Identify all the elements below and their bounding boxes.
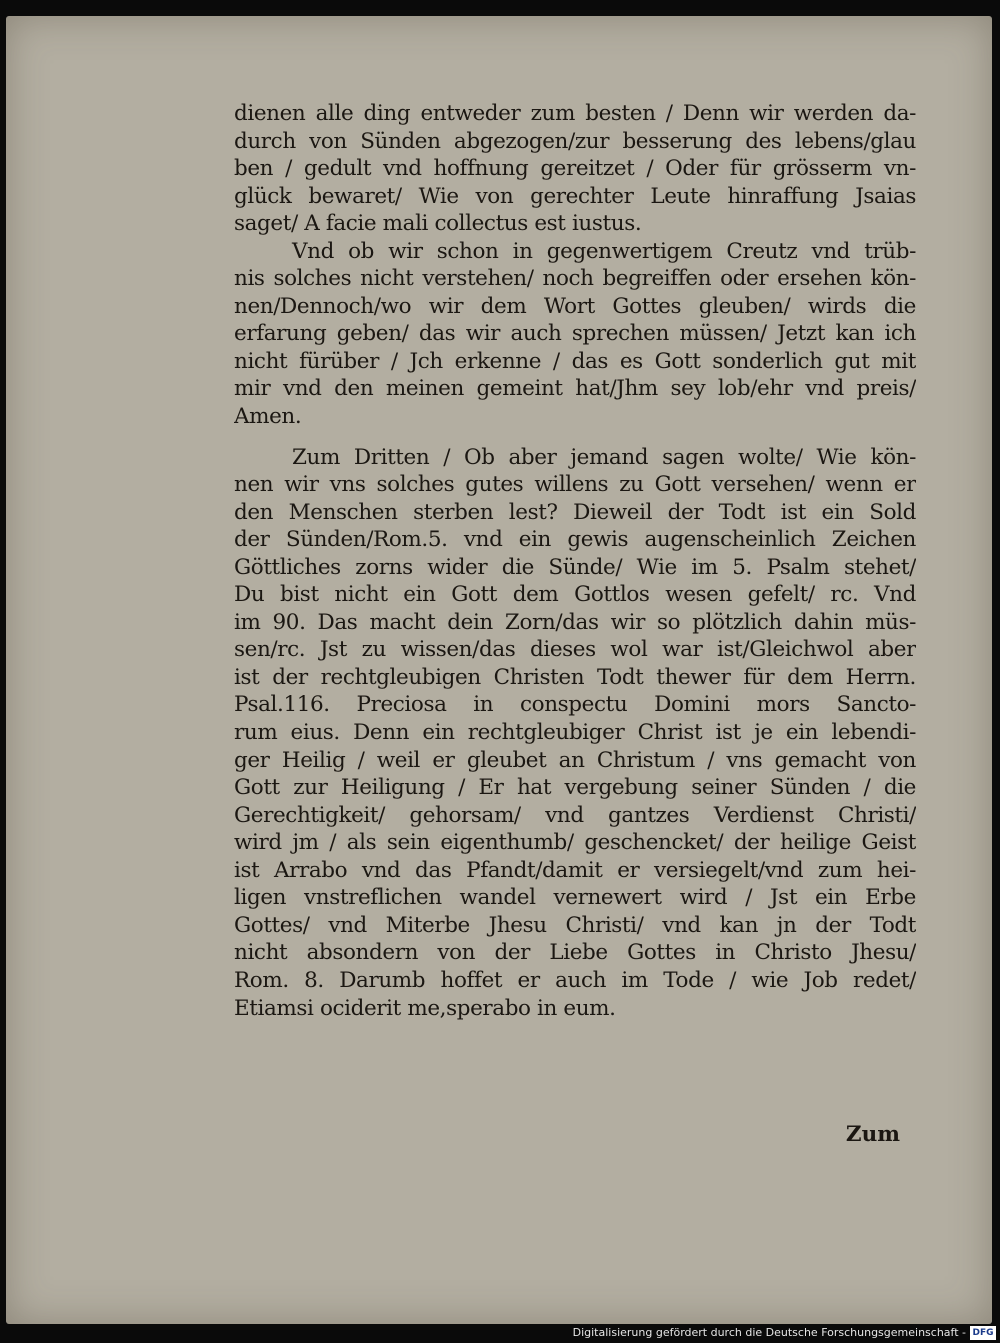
text-line: Göttliches zorns wider die Sünde/ Wie im 5. Psalm stehet/: [234, 554, 916, 580]
text-line: Gottes/ vnd Miterbe Jhesu Christi/ vnd kan jn der Todt: [234, 912, 916, 938]
text-line: durch von Sünden abgezogen/zur besserung des lebens/glau: [234, 128, 916, 154]
text-line: Psal.116. Preciosa in conspectu Domini mors Sancto-: [234, 692, 916, 718]
text-line: Gott zur Heiligung / Er hat vergebung seiner Sünden / die: [234, 775, 916, 801]
funding-credit: Digitalisierung gefördert durch die Deutsche Forschungsgemeinschaft -: [572, 1326, 966, 1339]
text-line: Rom. 8. Darumb hoffet er auch im Tode / wie Job redet/: [234, 967, 916, 993]
text-line: Gerechtigkeit/ gehorsam/ vnd gantzes Verdienst Christi/: [234, 802, 916, 828]
scanned-page: [6, 16, 992, 1324]
text-line: nis solches nicht verstehen/ noch begreiffen oder ersehen kön-: [234, 266, 916, 292]
dfg-logo: DFG: [970, 1326, 996, 1340]
text-line: mir vnd den meinen gemeint hat/Jhm sey lob/ehr vnd preis/: [234, 376, 916, 402]
text-line: ist der rechtgleubigen Christen Todt thewer für dem Herrn.: [234, 664, 916, 690]
text-line: nen wir vns solches gutes willens zu Gott versehen/ wenn er: [234, 472, 916, 498]
text-line: nicht absondern von der Liebe Gottes in Christo Jhesu/: [234, 940, 916, 966]
footer-bar: [0, 1324, 1000, 1343]
text-line: erfarung geben/ das wir auch sprechen müssen/ Jetzt kan ich: [234, 321, 916, 347]
text-line: rum eius. Denn ein rechtgleubiger Christ ist je ein lebendi-: [234, 720, 916, 746]
text-line: Vnd ob wir schon in gegenwertigem Creutz vnd trüb-: [292, 238, 916, 264]
text-line: saget/ A facie mali collectus est iustus.: [234, 211, 642, 237]
text-line: im 90. Das macht dein Zorn/das wir so plötzlich dahin müs-: [234, 609, 916, 635]
text-line: Etiamsi ociderit me,sperabo in eum.: [234, 995, 616, 1021]
text-line: den Menschen sterben lest? Dieweil der Todt ist ein Sold: [234, 499, 916, 525]
text-line: Amen.: [234, 404, 302, 430]
catchword: Zum: [845, 1122, 900, 1147]
text-line: glück bewaret/ Wie von gerechter Leute hinraffung Jsaias: [234, 183, 916, 209]
text-line: dienen alle ding entweder zum besten / Denn wir werden da-: [234, 101, 916, 126]
text-line: Du bist nicht ein Gott dem Gottlos wesen gefelt/ rc. Vnd: [234, 582, 916, 608]
text-line: ligen vnstreflichen wandel vernewert wird / Jst ein Erbe: [234, 885, 916, 911]
body-text: [234, 100, 916, 1022]
text-line: sen/rc. Jst zu wissen/das dieses wol war ist/Gleichwol aber: [234, 637, 916, 663]
text-line: nicht fürüber / Jch erkenne / das es Gott sonderlich gut mit: [234, 348, 916, 374]
text-line: nen/Dennoch/wo wir dem Wort Gottes gleuben/ wirds die: [234, 293, 916, 319]
text-line: ben / gedult vnd hoffnung gereitzet / Oder für grösserm vn-: [234, 156, 916, 182]
text-line: wird jm / als sein eigenthumb/ geschencket/ der heilige Geist: [234, 830, 916, 856]
text-line: ist Arrabo vnd das Pfandt/damit er versiegelt/vnd zum hei-: [234, 857, 916, 883]
text-line: der Sünden/Rom.5. vnd ein gewis augenscheinlich Zeichen: [234, 527, 916, 553]
text-line: Zum Dritten / Ob aber jemand sagen wolte/ Wie kön-: [292, 444, 916, 470]
text-line: ger Heilig / weil er gleubet an Christum / vns gemacht von: [234, 747, 916, 773]
